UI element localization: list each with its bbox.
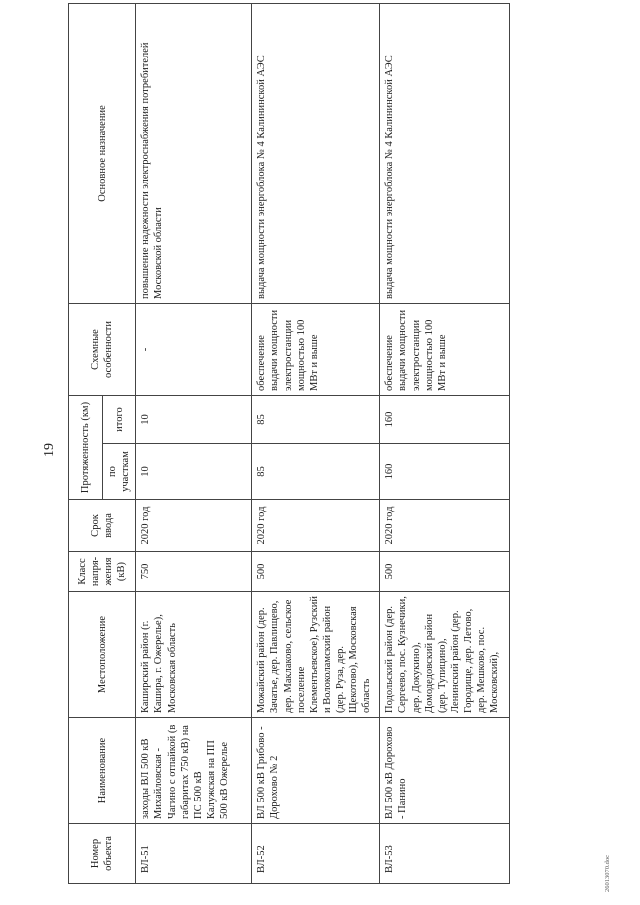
- header-number: Номер объекта: [69, 824, 136, 884]
- cell-length-total: 10: [136, 396, 252, 444]
- cell-voltage: 500: [380, 552, 510, 592]
- header-year: Срок ввода: [69, 500, 136, 552]
- cell-name: ВЛ 500 кВ Грибово - Дорохово № 2: [252, 718, 380, 824]
- cell-number: ВЛ-51: [136, 824, 252, 884]
- header-row: [69, 4, 103, 884]
- page-number: 19: [42, 443, 57, 457]
- cell-length-total: 160: [380, 396, 510, 444]
- header-voltage: Класс напря-жения (кВ): [69, 552, 136, 592]
- cell-scheme: обеспечение выдачи мощности электростанции мощностью 100 МВт и выше: [380, 304, 510, 396]
- cell-number: ВЛ-53: [380, 824, 510, 884]
- cell-purpose: выдача мощности энергоблока № 4 Калининской АЭС: [380, 4, 510, 304]
- header-length: Протяженность (км): [69, 396, 103, 500]
- cell-location: Можайский район (дер. Зачатье, дер. Павлищево, дер. Маклаково, сельское поселение Клементьевское), Рузский и Волоколамский район (дер. Руза, дер. Щекотово), Московская область: [252, 592, 380, 718]
- cell-scheme: обеспечение выдачи мощности электростанции мощностью 100 МВт и выше: [252, 304, 380, 396]
- table-row: [380, 4, 510, 884]
- header-location: Местоположение: [69, 592, 136, 718]
- cell-number: ВЛ-52: [252, 824, 380, 884]
- cell-year: 2020 год: [252, 500, 380, 552]
- cell-name: заходы ВЛ 500 кВ Михайловская - Чагино с отпайкой (в габаритах 750 кВ) на ПС 500 кВ Калужская на ПП 500 кВ Ожерелье: [136, 718, 252, 824]
- header-length-total: итого: [103, 396, 136, 444]
- table-row: [252, 4, 380, 884]
- cell-location: Каширский район (г. Кашира, г. Ожерелье), Московская область: [136, 592, 252, 718]
- cell-length-sections: 85: [252, 444, 380, 500]
- document-footer: 26013070.doc: [604, 854, 611, 892]
- header-purpose: Основное назначение: [69, 4, 136, 304]
- cell-purpose: выдача мощности энергоблока № 4 Калининской АЭС: [252, 4, 380, 304]
- objects-table: [68, 3, 510, 884]
- cell-year: 2020 год: [380, 500, 510, 552]
- cell-scheme: -: [136, 304, 252, 396]
- table-row: [136, 4, 252, 884]
- cell-length-sections: 10: [136, 444, 252, 500]
- rotated-page: [20, 0, 620, 900]
- header-name: Наименование: [69, 718, 136, 824]
- cell-length-total: 85: [252, 396, 380, 444]
- cell-voltage: 750: [136, 552, 252, 592]
- header-length-sections: по участкам: [103, 444, 136, 500]
- header-scheme: Схемные особенности: [69, 304, 136, 396]
- cell-voltage: 500: [252, 552, 380, 592]
- cell-year: 2020 год: [136, 500, 252, 552]
- cell-length-sections: 160: [380, 444, 510, 500]
- cell-name: ВЛ 500 кВ Дорохово - Панино: [380, 718, 510, 824]
- cell-purpose: повышение надежности электроснабжения потребителей Московской области: [136, 4, 252, 304]
- cell-location: Подольский район (дер. Сергеево, пос. Кузнечики, дер. Докукино), Домодедовский район (дер. Тупицино), Ленинский район (дер. Городище, дер. Летово, дер. Мешково, пос. Московский),: [380, 592, 510, 718]
